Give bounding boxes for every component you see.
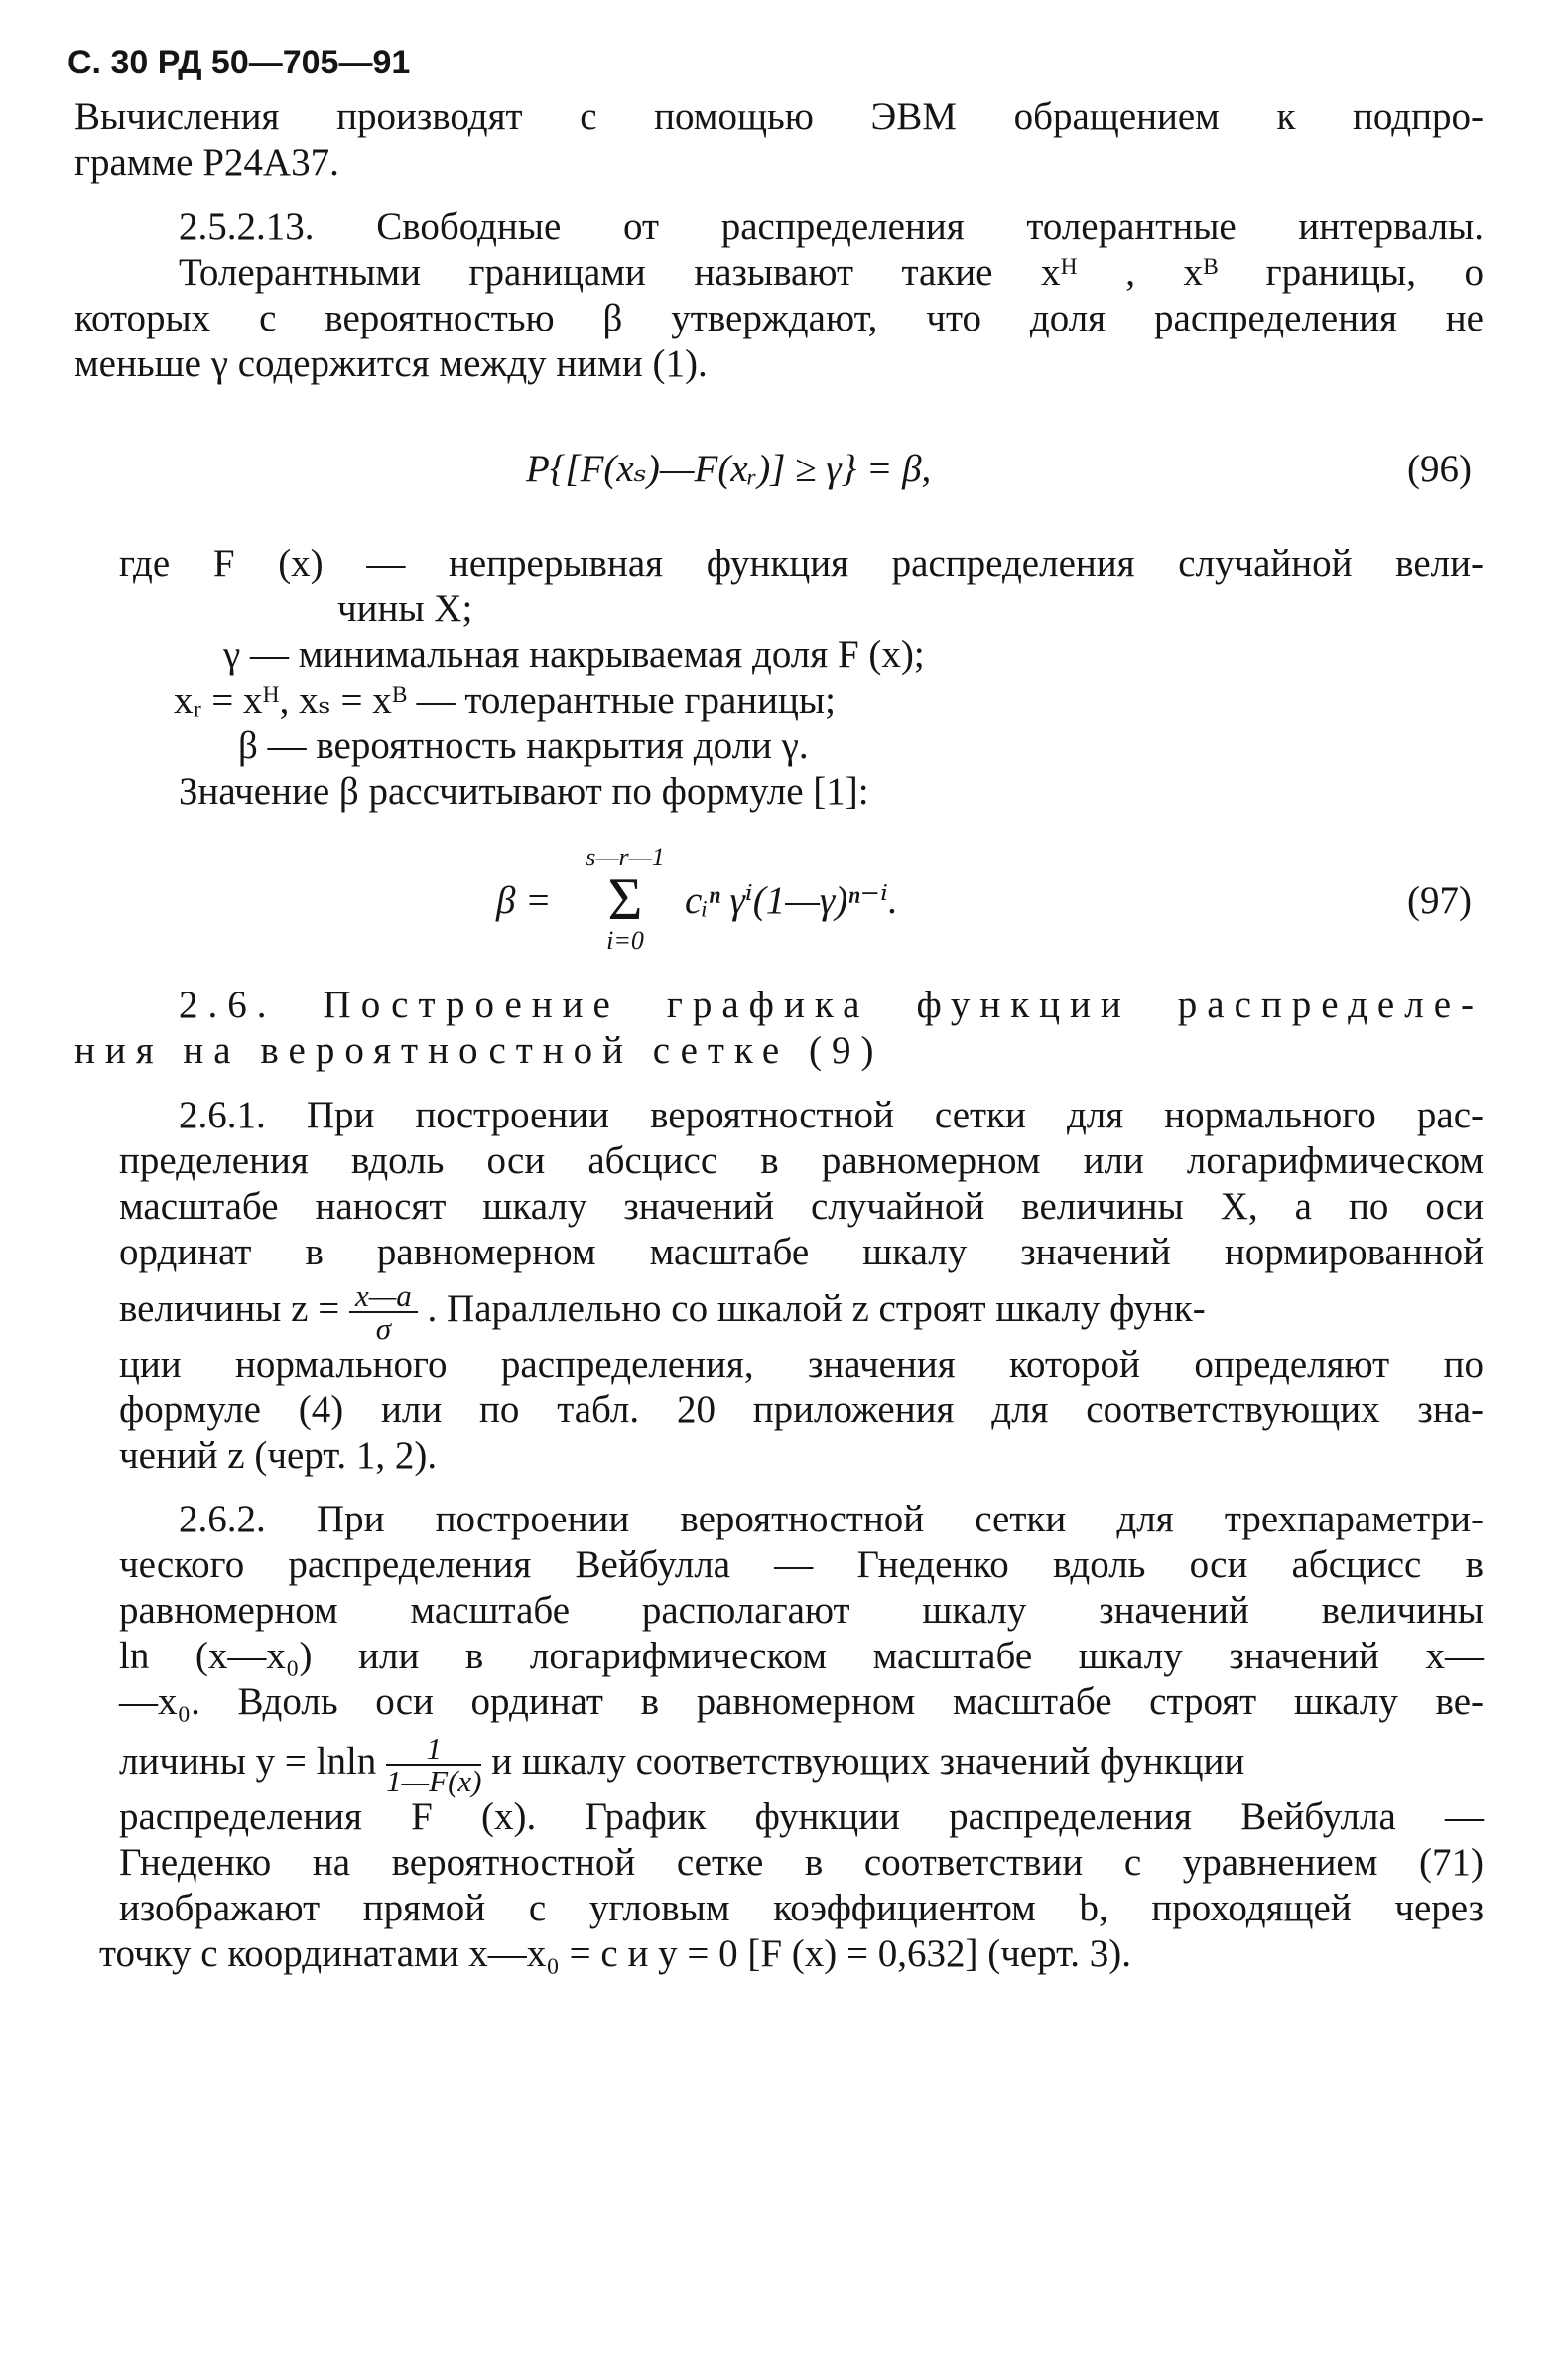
text-line: где F (x) — непрерывная функция распределения случайной вели-: [119, 542, 1484, 585]
sigma-symbol: Σ: [607, 866, 643, 932]
text-line: —x₀. Вдоль оси ординат в равномерном масштабе строят шкалу ве-: [119, 1680, 1484, 1723]
sum-lower-limit: i=0: [606, 926, 644, 955]
text-line: меньше γ содержится между ними (1).: [74, 342, 708, 385]
text-line: масштабе наносят шкалу значений случайной величины X, а по оси: [119, 1185, 1484, 1228]
fraction-y: [386, 1733, 481, 1796]
text-line: равномерном масштабе располагают шкалу значений величины: [119, 1589, 1484, 1632]
text-line: точку с координатами x—x₀ = c и y = 0 [F (x) = 0,632] (черт. 3).: [99, 1932, 1131, 1975]
text-line: β — вероятность накрытия доли γ.: [238, 725, 809, 767]
text-line: распределения F (x). График функции распределения Вейбулла —: [119, 1795, 1484, 1838]
formula-97-body: cᵢⁿ γⁱ(1—γ)ⁿ⁻ⁱ.: [685, 879, 898, 922]
fraction-denominator: 1—F(x): [386, 1764, 482, 1798]
equation-number-97: (97): [1407, 879, 1472, 922]
text-line: пределения вдоль оси абсцисс в равномерном или логарифмическом: [119, 1139, 1484, 1182]
fraction-numerator: 1: [386, 1733, 481, 1766]
sum-upper-limit: s—r—1: [586, 843, 665, 871]
text-fragment: личины y = lnln: [119, 1739, 377, 1783]
text-line-with-fraction: [119, 1280, 1206, 1344]
section-2-6-1-text: 2.6.1. При построении вероятностной сетки для нормального рас-: [179, 1094, 1484, 1136]
text-line: Гнеденко на вероятностной сетке в соответствии с уравнением (71): [119, 1841, 1484, 1884]
section-2-5-2-13-title: 2.5.2.13. Свободные от распределения толерантные интервалы.: [179, 205, 1484, 248]
text-line: ции нормального распределения, значения которой определяют по: [119, 1343, 1484, 1386]
formula-97-lhs: β =: [496, 879, 552, 922]
text-line-with-fraction: [119, 1733, 1244, 1796]
text-fragment: и шкалу соответствующих значений функции: [491, 1739, 1245, 1783]
fraction-denominator: σ: [375, 1311, 392, 1346]
page-header: С. 30 РД 50—705—91: [67, 44, 411, 81]
text-line: xᵣ = xᴴ, xₛ = xᴮ — толерантные границы;: [174, 679, 836, 722]
text-line: Значение β рассчитывают по формуле [1]:: [179, 770, 869, 813]
formula-97-sum: [576, 844, 675, 955]
text-line: чений z (черт. 1, 2).: [119, 1434, 438, 1477]
text-line: Толерантными границами называют такие xᴴ , xᴮ границы, о: [179, 251, 1484, 294]
text-line: которых с вероятностью β утверждают, что доля распределения не: [74, 297, 1484, 339]
text-fragment: величины z =: [119, 1286, 340, 1330]
section-2-6-2-text: 2.6.2. При построении вероятностной сетки для трехпараметри-: [179, 1498, 1484, 1540]
text-line: чины X;: [337, 588, 473, 630]
text-line: ln (x—x₀) или в логарифмическом масштабе шкалу значений x—: [119, 1635, 1484, 1677]
text-line: изображают прямой с угловым коэффициентом b, проходящей через: [119, 1887, 1484, 1929]
text-line: γ — минимальная накрываемая доля F (x);: [223, 633, 925, 676]
text-line: ординат в равномерном масштабе шкалу значений нормированной: [119, 1231, 1484, 1273]
section-2-6-title-cont: ния на вероятностной сетке (9): [74, 1029, 884, 1072]
text-line: Вычисления производят с помощью ЭВМ обращением к подпро-: [74, 95, 1484, 138]
text-line: ческого распределения Вейбулла — Гнеденко вдоль оси абсцисс в: [119, 1543, 1484, 1586]
formula-96: P{[F(xₛ)—F(xᵣ)] ≥ γ} = β,: [526, 448, 932, 490]
fraction-z: [349, 1280, 418, 1344]
fraction-numerator: x—a: [349, 1280, 418, 1313]
section-2-6-title: 2.6. Построение графика функции распределе-: [179, 984, 1484, 1026]
text-line: формуле (4) или по табл. 20 приложения для соответствующих зна-: [119, 1388, 1484, 1431]
text-line: грамме Р24А37.: [74, 141, 339, 184]
text-fragment: . Параллельно со шкалой z строят шкалу функ-: [427, 1286, 1206, 1330]
equation-number-96: (96): [1407, 448, 1472, 490]
